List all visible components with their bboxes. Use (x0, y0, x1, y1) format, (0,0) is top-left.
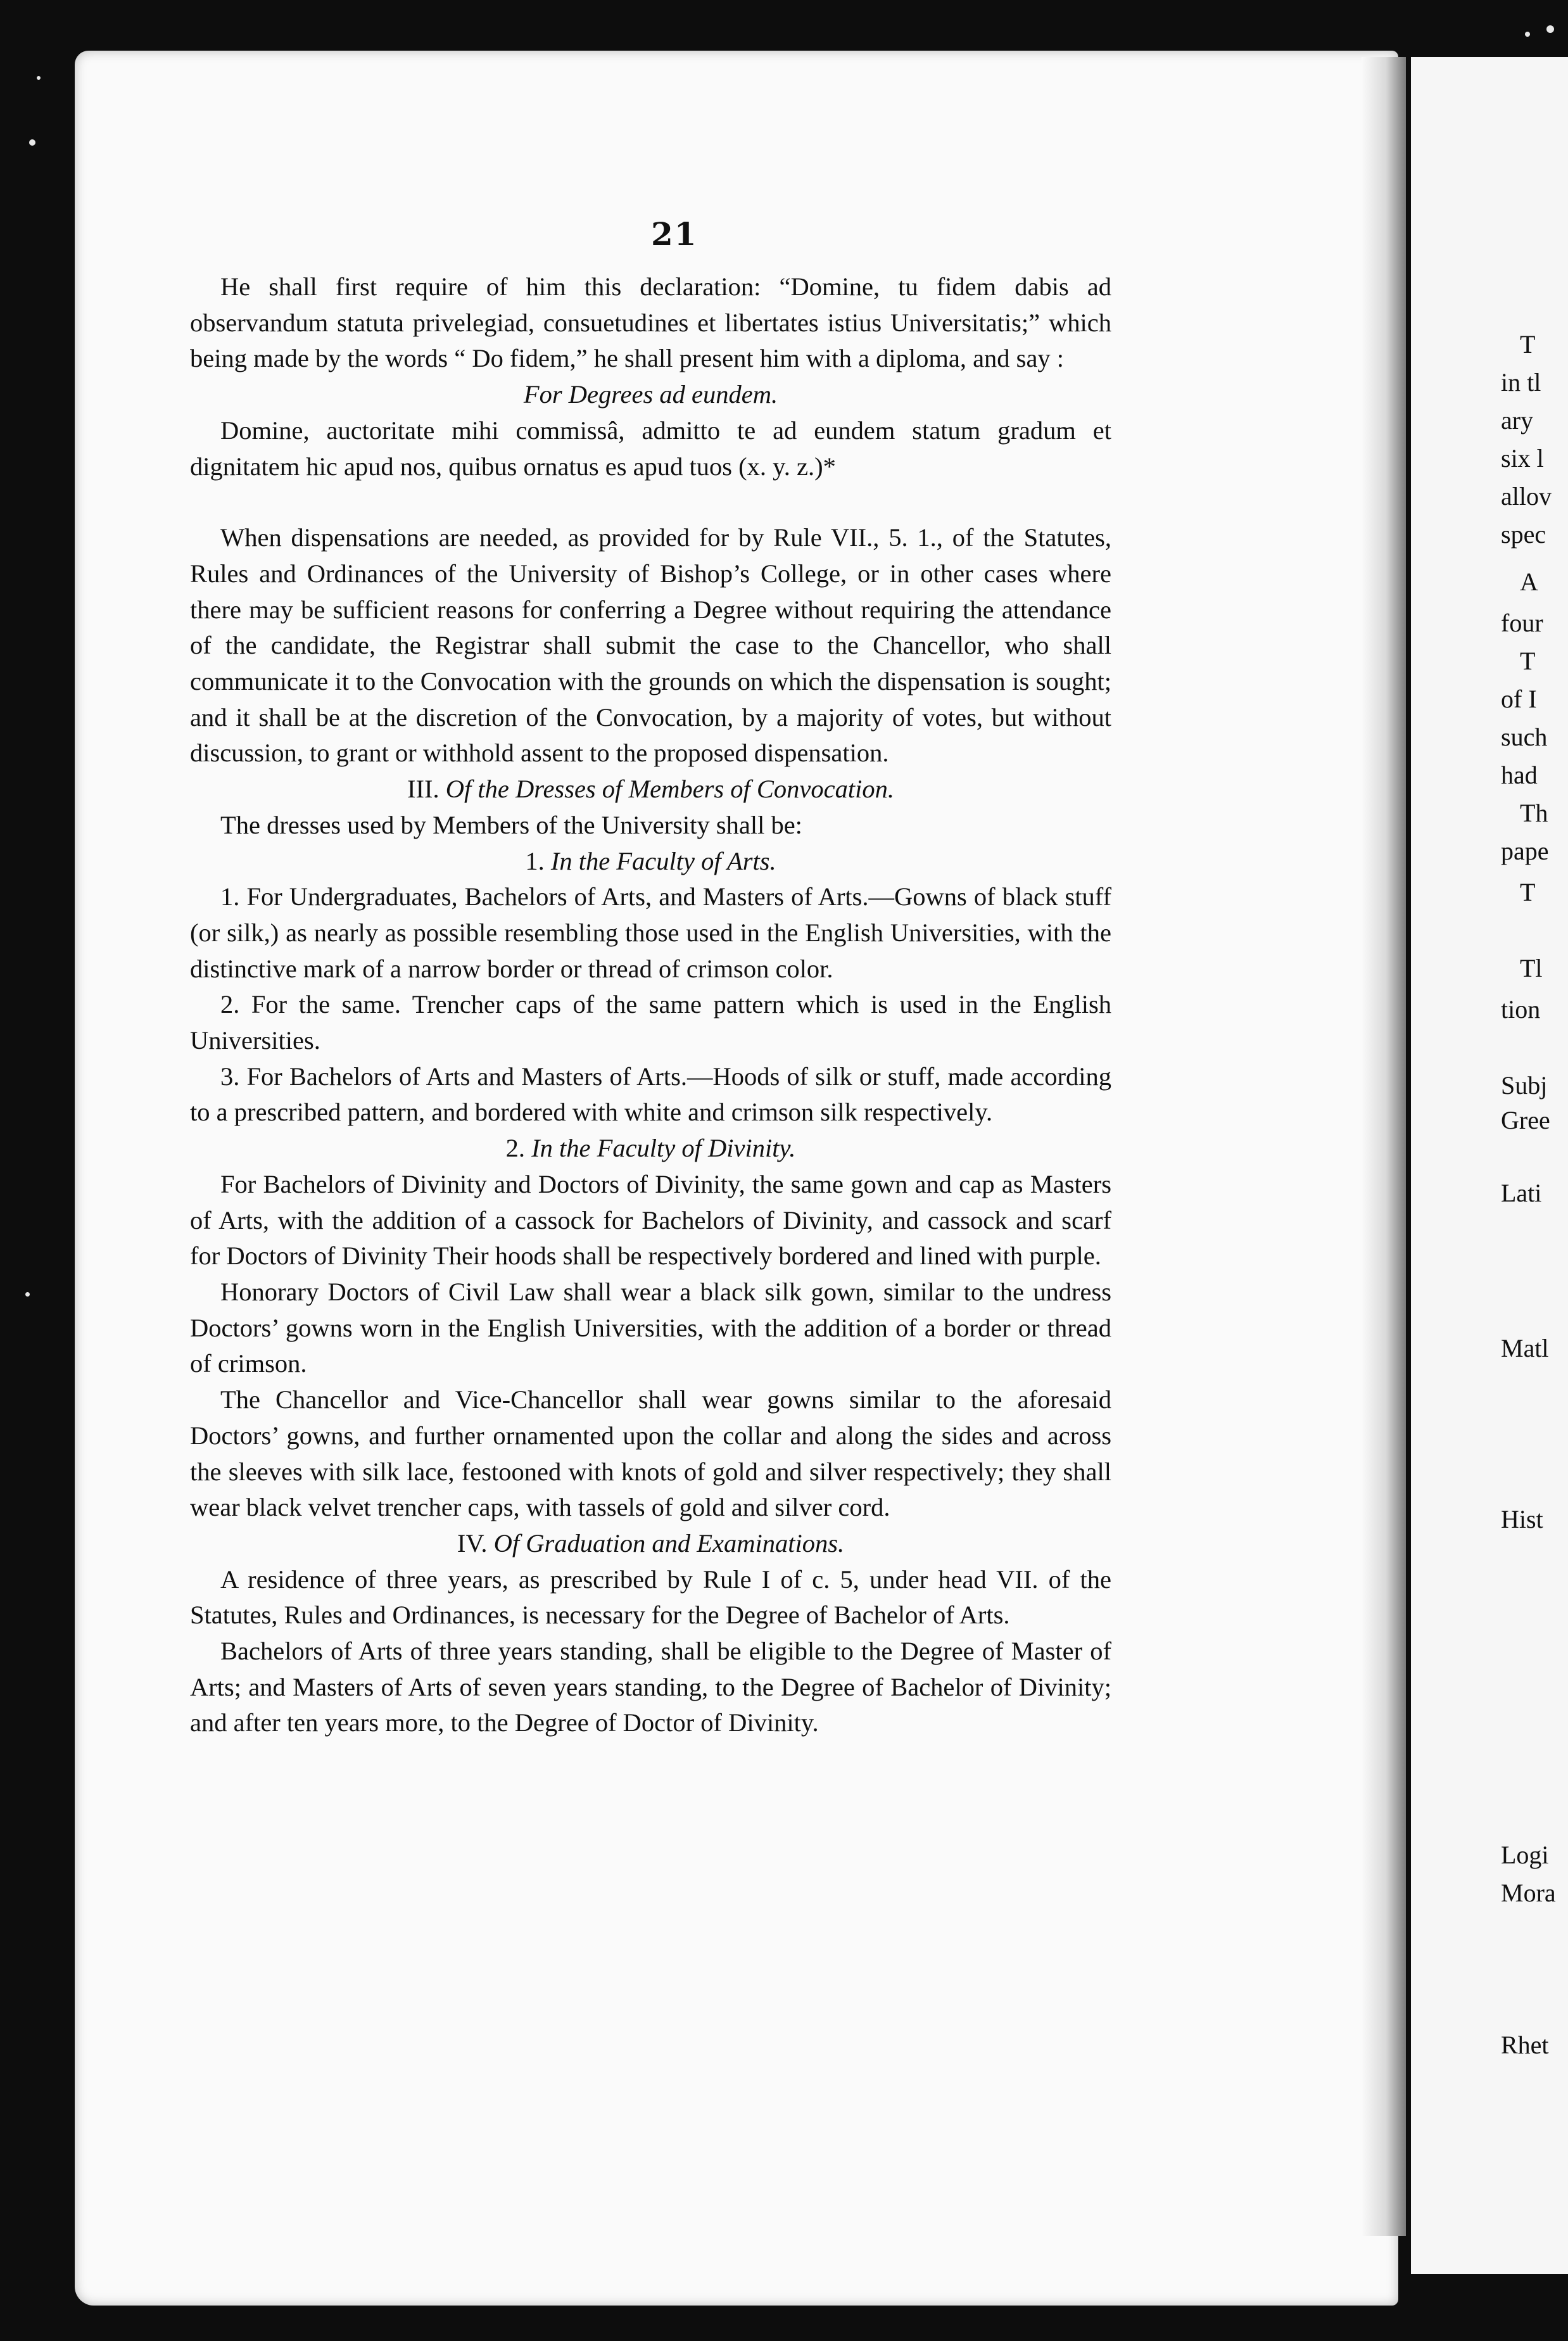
adjacent-page-fragment: Tl (1520, 954, 1543, 982)
adjacent-page-fragment: in tl (1501, 368, 1541, 397)
body-paragraph: The Chancellor and Vice-Chancellor shall wear gowns similar to the aforesaid Doctors’ gowns, and further ornamented upon the collar and along the sides and across the sleeves with silk lace, festooned with knots of gold and silver respectively; they shall wear black velvet trencher caps, with tassels of gold and silver cord. (190, 1385, 1111, 1522)
adjacent-page-fragment: spec (1501, 520, 1546, 549)
section-number: III. (407, 775, 446, 804)
scan-speck (1525, 32, 1530, 37)
section-number: 1. (525, 846, 551, 875)
section-title: In the Faculty of Arts. (550, 846, 776, 875)
section-heading (190, 377, 1111, 413)
adjacent-page-fragment: had (1501, 761, 1538, 789)
body-paragraph: 2. For the same. Trencher caps of the same pattern which is used in the English Universities. (190, 990, 1111, 1055)
adjacent-page-fragment: Hist (1501, 1505, 1543, 1533)
adjacent-page-fragment: of I (1501, 685, 1537, 713)
section-title: In the Faculty of Divinity. (531, 1134, 796, 1163)
paragraph-gap (190, 485, 1111, 520)
page-number: 21 (651, 215, 698, 253)
adjacent-page-fragment: Th (1520, 799, 1548, 827)
body-paragraph: A residence of three years, as prescribed by Rule I of c. 5, under head VII. of the Statutes, Rules and Ordinances, is necessary for the Degree of Bachelor of Arts. (190, 1564, 1111, 1630)
adjacent-page-fragment: Matl (1501, 1334, 1549, 1362)
adjacent-page-fragment: six l (1501, 444, 1544, 473)
adjacent-page-fragment: A (1520, 568, 1538, 596)
body-paragraph: He shall first require of him this declaration: “Domine, tu fidem dabis ad observandum statuta privelegiad, consuetudines et libertates istius Universitatis;” which being made by the words “ Do fidem,” he shall present him with a diploma, and say : (190, 272, 1111, 373)
section-heading (190, 1526, 1111, 1562)
body-paragraph: Domine, auctoritate mihi commissâ, admitto te ad eundem statum gradum et dignitatem hic apud nos, quibus ornatus es apud tuos (x. y. z.)* (190, 416, 1111, 481)
section-title: Of the Dresses of Members of Convocation. (445, 775, 894, 804)
adjacent-page-fragment: tion (1501, 995, 1541, 1024)
adjacent-page-fragment: such (1501, 723, 1548, 751)
scan-speck (25, 1292, 30, 1297)
body-paragraph: 1. For Undergraduates, Bachelors of Arts, and Masters of Arts.—Gowns of black stuff (or silk,) as nearly as possible resembling those used in the English Universities, with the distinctive mark of a narrow border or thread of crimson color. (190, 882, 1111, 983)
section-number: 2. (505, 1134, 532, 1163)
adjacent-page-fragment: pape (1501, 837, 1549, 865)
section-number: IV. (457, 1528, 494, 1557)
adjacent-page-fragment: Lati (1501, 1179, 1542, 1207)
section-heading (190, 771, 1111, 808)
adjacent-page-fragment: Rhet (1501, 2031, 1549, 2059)
section-heading (190, 844, 1111, 880)
body-paragraph: 3. For Bachelors of Arts and Masters of Arts.—Hoods of silk or stuff, made according to a prescribed pattern, and bordered with white and crimson silk respectively. (190, 1062, 1111, 1127)
body-paragraph: Bachelors of Arts of three years standing, shall be eligible to the Degree of Master of Arts; and Masters of Arts of seven years standing, to the Degree of Bachelor of Divinity; and after ten years more, to the Degree of Doctor of Divinity. (190, 1637, 1111, 1737)
adjacent-page-fragment: allov (1501, 482, 1552, 511)
adjacent-page-fragment: Gree (1501, 1106, 1550, 1134)
page-body-text (190, 269, 1111, 1741)
scan-speck (29, 139, 35, 146)
section-title: For Degrees ad eundem. (523, 380, 778, 409)
body-paragraph: For Bachelors of Divinity and Doctors of Divinity, the same gown and cap as Masters of Arts, with the addition of a cassock for Bachelors of Divinity, and cassock and scarf for Doctors of Divinity Their hoods shall be respectively bordered and lined with purple. (190, 1169, 1111, 1271)
section-heading (190, 1131, 1111, 1167)
body-paragraph: When dispensations are needed, as provided for by Rule VII., 5. 1., of the Statutes, Rules and Ordinances of the University of Bishop’s College, or in other cases where there may be sufficient reasons for conferring a Degree without requiring the attendance of the candidate, the Registrar shall submit the case to the Chancellor, who shall communicate it to the Convocation with the grounds on which the dispensation is sought; and it shall be at the discretion of the Convocation, by a majority of votes, but without discussion, to grant or withhold assent to the proposed dispensation. (190, 523, 1111, 768)
adjacent-page-fragment: T (1520, 878, 1536, 906)
adjacent-page-fragment: ary (1501, 406, 1534, 435)
section-title: Of Graduation and Examinations. (493, 1528, 845, 1557)
scan-speck (37, 76, 41, 80)
body-paragraph: The dresses used by Members of the University shall be: (220, 810, 802, 839)
scan-speck (1546, 25, 1554, 33)
adjacent-page (1411, 57, 1568, 2274)
adjacent-page-fragment: Subj (1501, 1071, 1548, 1100)
adjacent-page-fragment: T (1520, 330, 1536, 358)
adjacent-page-fragment: T (1520, 647, 1536, 675)
adjacent-page-fragment: Logi (1501, 1841, 1549, 1869)
body-paragraph: Honorary Doctors of Civil Law shall wear a black silk gown, similar to the undress Doctors’ gowns worn in the English Universities, with the addition of a border or thread of crimson. (190, 1277, 1111, 1378)
page-gutter (1362, 57, 1406, 2236)
adjacent-page-fragment: four (1501, 609, 1543, 637)
adjacent-page-fragment: Mora (1501, 1879, 1556, 1907)
